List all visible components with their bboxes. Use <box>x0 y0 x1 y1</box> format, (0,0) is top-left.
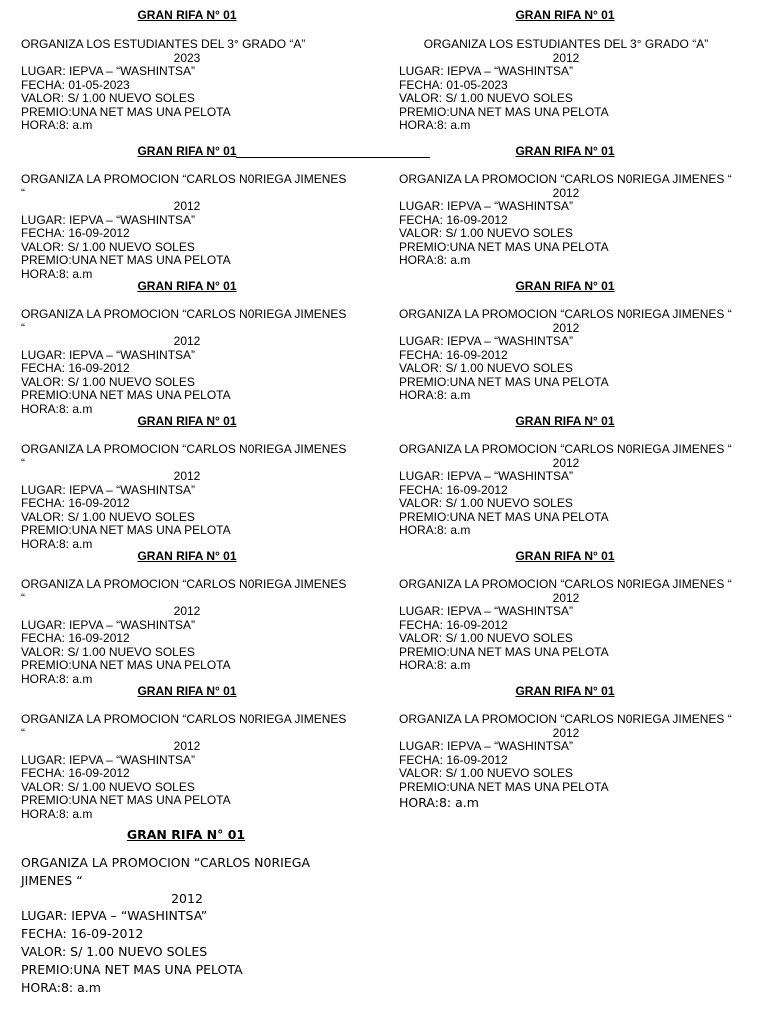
ticket-price: VALOR: S/ 1.00 NUEVO SOLES <box>21 509 195 524</box>
ticket-place: LUGAR: IEPVA – “WASHINTSA” <box>21 64 196 78</box>
ticket-organizer: ORGANIZA LA PROMOCION “CARLOS N0RIEGA JIMENES “ <box>399 712 732 726</box>
raffle-ticket <box>21 550 381 686</box>
raffle-ticket <box>399 550 759 673</box>
ticket-price: VALOR: S/ 1.00 NUEVO SOLES <box>399 91 573 105</box>
ticket-date: FECHA: 16-09-2012 <box>21 631 130 645</box>
ticket-title: GRAN RIFA N° 01 <box>515 684 615 698</box>
ticket-place: LUGAR: IEPVA – “WASHINTSA” <box>21 617 196 632</box>
ticket-price: VALOR: S/ 1.00 NUEVO SOLES <box>399 631 573 645</box>
ticket-time: HORA:8: a.m <box>399 253 471 267</box>
ticket-prize: PREMIO:UNA NET MAS UNA PELOTA <box>399 374 609 389</box>
ticket-organizer: ORGANIZA LA PROMOCION “CARLOS N0RIEGA JIMENES “ <box>21 712 347 740</box>
ticket-place: LUGAR: IEPVA – “WASHINTSA” <box>399 469 574 483</box>
raffle-ticket <box>399 415 759 538</box>
ticket-price: VALOR: S/ 1.00 NUEVO SOLES <box>399 496 573 510</box>
raffle-ticket <box>399 145 759 268</box>
ticket-time: HORA:8: a.m <box>399 658 471 672</box>
ticket-prize: PREMIO:UNA NET MAS UNA PELOTA <box>21 658 231 672</box>
ticket-place: LUGAR: IEPVA – “WASHINTSA” <box>399 199 574 213</box>
ticket-price: VALOR: S/ 1.00 NUEVO SOLES <box>399 361 573 375</box>
ticket-title: GRAN RIFA N° 01 <box>515 279 615 293</box>
ticket-date: FECHA: 16-09-2012 <box>21 361 130 375</box>
ticket-year: 2012 <box>552 320 580 335</box>
ticket-date: FECHA: 16-09-2012 <box>21 926 144 942</box>
ticket-place: LUGAR: IEPVA – “WASHINTSA” <box>21 212 196 227</box>
ticket-time: HORA:8: a.m <box>21 118 93 132</box>
ticket-organizer: ORGANIZA LA PROMOCION “CARLOS N0RIEGA JIMENES “ <box>399 442 732 456</box>
ticket-prize: PREMIO:UNA NET MAS UNA PELOTA <box>21 253 231 267</box>
ticket-time: HORA:8: a.m <box>399 118 471 132</box>
ticket-date: FECHA: 16-09-2012 <box>399 212 508 227</box>
ticket-prize: PREMIO:UNA NET MAS UNA PELOTA <box>399 509 609 524</box>
ticket-title: GRAN RIFA N° 01 <box>137 8 237 22</box>
ticket-year: 2012 <box>173 334 201 348</box>
ticket-date: FECHA: 01-05-2023 <box>399 77 508 92</box>
ticket-year: 2012 <box>173 604 201 618</box>
ticket-date: FECHA: 16-09-2012 <box>399 482 508 497</box>
ticket-organizer: ORGANIZA LA PROMOCION “CARLOS N0RIEGA JIMENES “ <box>399 577 732 591</box>
ticket-title: GRAN RIFA N° 01 <box>515 144 615 158</box>
raffle-ticket <box>399 280 759 403</box>
ticket-year: 2012 <box>173 739 201 753</box>
raffle-ticket <box>399 685 759 810</box>
ticket-organizer: ORGANIZA LA PROMOCION “CARLOS N0RIEGA JIMENES “ <box>21 855 310 888</box>
ticket-place: LUGAR: IEPVA – “WASHINTSA” <box>399 64 574 78</box>
raffle-ticket <box>21 9 381 133</box>
raffle-ticket <box>21 685 381 821</box>
ticket-date: FECHA: 16-09-2012 <box>399 617 508 632</box>
ticket-title: GRAN RIFA N° 01 <box>137 684 237 698</box>
ticket-price: VALOR: S/ 1.00 NUEVO SOLES <box>21 91 195 105</box>
ticket-organizer: ORGANIZA LA PROMOCION “CARLOS N0RIEGA JIMENES “ <box>21 172 347 200</box>
ticket-year: 2012 <box>173 199 201 213</box>
ticket-title: GRAN RIFA N° 01 <box>137 144 237 158</box>
ticket-organizer: ORGANIZA LA PROMOCION “CARLOS N0RIEGA JIMENES “ <box>399 172 732 186</box>
ticket-price: VALOR: S/ 1.00 NUEVO SOLES <box>399 766 573 780</box>
ticket-date: FECHA: 16-09-2012 <box>399 347 508 362</box>
ticket-time: HORA:8: a.m <box>21 536 93 551</box>
ticket-time: HORA:8: a.m <box>21 266 93 281</box>
ticket-place: LUGAR: IEPVA – “WASHINTSA” <box>21 482 196 497</box>
ticket-title: GRAN RIFA N° 01 <box>137 414 237 428</box>
ticket-prize: PREMIO:UNA NET MAS UNA PELOTA <box>399 644 609 659</box>
ticket-prize: PREMIO:UNA NET MAS UNA PELOTA <box>399 104 609 119</box>
ticket-title: GRAN RIFA N° 01 <box>137 549 237 563</box>
ticket-organizer: ORGANIZA LOS ESTUDIANTES DEL 3° GRADO “A” <box>21 37 306 51</box>
ticket-date: FECHA: 16-09-2012 <box>21 766 130 780</box>
ticket-prize: PREMIO:UNA NET MAS UNA PELOTA <box>399 239 609 254</box>
ticket-year: 2012 <box>552 185 580 200</box>
ticket-prize: PREMIO:UNA NET MAS UNA PELOTA <box>21 523 231 537</box>
ticket-time: HORA:8: a.m <box>21 401 93 416</box>
ticket-title: GRAN RIFA N° 01 <box>515 8 615 22</box>
ticket-date: FECHA: 16-09-2012 <box>21 496 130 510</box>
ticket-title: GRAN RIFA N° 01 <box>515 414 615 428</box>
ticket-prize: PREMIO:UNA NET MAS UNA PELOTA <box>21 104 231 119</box>
ticket-place: LUGAR: IEPVA – “WASHINTSA” <box>399 604 574 618</box>
ticket-organizer: ORGANIZA LA PROMOCION “CARLOS N0RIEGA JIMENES “ <box>21 307 347 335</box>
ticket-year: 2023 <box>173 50 201 65</box>
ticket-date: FECHA: 16-09-2012 <box>21 226 130 240</box>
raffle-ticket <box>399 9 759 133</box>
ticket-price: VALOR: S/ 1.00 NUEVO SOLES <box>21 779 195 794</box>
ticket-year: 2012 <box>552 590 580 605</box>
ticket-year: 2012 <box>171 890 203 906</box>
ticket-organizer: ORGANIZA LA PROMOCION “CARLOS N0RIEGA JIMENES “ <box>21 577 347 605</box>
ticket-place: LUGAR: IEPVA – “WASHINTSA” <box>399 334 574 348</box>
ticket-date: FECHA: 01-05-2023 <box>21 77 130 92</box>
ticket-time: HORA:8: a.m <box>21 806 93 821</box>
raffle-ticket <box>21 826 381 996</box>
ticket-year: 2012 <box>173 469 201 483</box>
raffle-ticket <box>21 280 381 416</box>
ticket-title: GRAN RIFA N° 01 <box>126 827 246 842</box>
ticket-place: LUGAR: IEPVA – “WASHINTSA” <box>21 752 196 767</box>
ticket-prize: PREMIO:UNA NET MAS UNA PELOTA <box>21 793 231 807</box>
ticket-time: HORA:8: a.m <box>21 671 93 686</box>
raffle-ticket <box>21 415 381 551</box>
ticket-price: VALOR: S/ 1.00 NUEVO SOLES <box>21 644 195 659</box>
ticket-organizer: ORGANIZA LOS ESTUDIANTES DEL 3° GRADO “A” <box>423 37 709 51</box>
ticket-prize: PREMIO:UNA NET MAS UNA PELOTA <box>21 388 231 402</box>
ticket-title: GRAN RIFA N° 01 <box>515 549 615 563</box>
ticket-price: VALOR: S/ 1.00 NUEVO SOLES <box>21 943 208 959</box>
ticket-year: 2012 <box>552 455 580 470</box>
ticket-time: HORA:8: a.m <box>399 795 479 810</box>
ticket-place: LUGAR: IEPVA – “WASHINTSA” <box>21 908 208 924</box>
ticket-year: 2012 <box>552 50 580 65</box>
ticket-time: HORA:8: a.m <box>21 979 101 995</box>
ticket-price: VALOR: S/ 1.00 NUEVO SOLES <box>399 226 573 240</box>
ticket-prize: PREMIO:UNA NET MAS UNA PELOTA <box>21 961 243 977</box>
ticket-time: HORA:8: a.m <box>399 388 471 402</box>
ticket-time: HORA:8: a.m <box>399 523 471 537</box>
ticket-year: 2012 <box>552 725 580 740</box>
ticket-prize: PREMIO:UNA NET MAS UNA PELOTA <box>399 779 609 794</box>
ticket-organizer: ORGANIZA LA PROMOCION “CARLOS N0RIEGA JIMENES “ <box>399 307 732 321</box>
ticket-date: FECHA: 16-09-2012 <box>399 752 508 767</box>
ticket-place: LUGAR: IEPVA – “WASHINTSA” <box>399 739 574 753</box>
ticket-price: VALOR: S/ 1.00 NUEVO SOLES <box>21 374 195 389</box>
ticket-place: LUGAR: IEPVA – “WASHINTSA” <box>21 347 196 362</box>
ticket-organizer: ORGANIZA LA PROMOCION “CARLOS N0RIEGA JIMENES “ <box>21 442 347 470</box>
raffle-ticket <box>21 145 381 281</box>
ticket-title: GRAN RIFA N° 01 <box>137 279 237 293</box>
ticket-price: VALOR: S/ 1.00 NUEVO SOLES <box>21 239 195 254</box>
